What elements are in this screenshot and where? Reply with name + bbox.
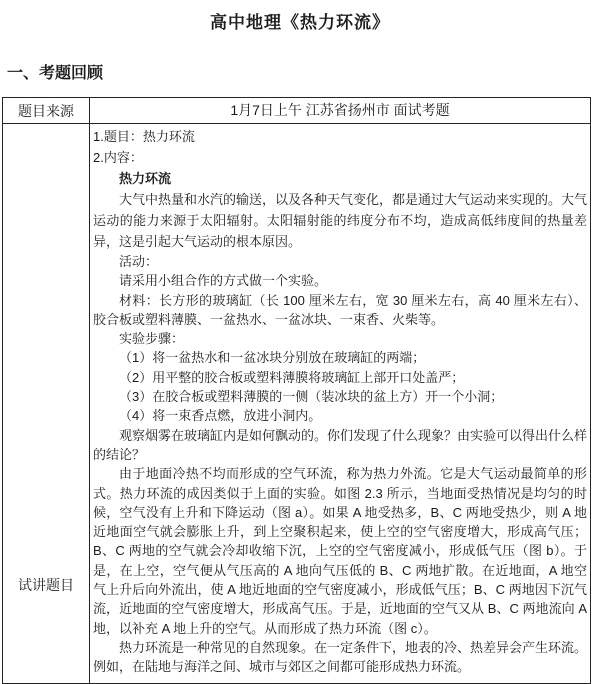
experiment-step-3: （3）在胶合板或塑料薄膜的一侧（装冰块的盆上方）开一个小洞； (119, 389, 504, 405)
conclusion-paragraph: 热力环流是一种常见的自然现象。在一定条件下，地表的冷、热差异会产生环流。例如，在陆地与海洋之间、城市与郊区之间都可能形成热力环流。 (93, 639, 588, 675)
activity-label: 活动： (119, 254, 159, 269)
activity-text: 请采用小组合作的方式做一个实验。 (119, 273, 328, 289)
source-value-cell: 1月7日上午 江苏省扬州市 面试考题 (90, 98, 591, 124)
section-heading: 一、考题回顾 (7, 65, 104, 82)
materials-paragraph: 材料：长方形的玻璃缸（长 100 厘米左右，宽 30 厘米左右，高 40 厘米左右）、胶合板或塑料薄膜、一盆热水、一盆冰块、一束香、火柴等。 (93, 292, 587, 327)
steps-label: 实验步骤： (119, 331, 185, 347)
source-row (3, 98, 591, 124)
question-table (2, 97, 591, 684)
source-label-cell: 题目来源 (3, 98, 90, 124)
explanation-paragraph: 由于地面冷热不均而形成的空气环流，称为热力外流。它是大气运动最简单的形式。热力环流的成因类似于上面的实验。如图 2.3 所示，当地面受热情况是均匀的时候，空气没有上升和下降运动（图 a）。如果 A 地受热多，B、C 两地受热少，则 A 地近地面空气就会膨胀上升，到上空聚积起来，使上空的空气密度增大，形成高气压；B、C 两地的空气就会冷却收缩下沉，上空的空气密度减小，形成低气压（图 b）。于是，在上空，空气便从气压高的 A 地向气压低的 B、C 两地扩散。在近地面，A 地空气上升后向外流出，使 A 地近地面的空气密度减小，形成低气压；B、C 两地因下沉气流，近地面的空气密度增大，形成高气压。于是，近地面的空气又从 B、C 两地流向 A 地，以补充 A 地上升的空气。从而形成了热力环流（图 c）。 (93, 466, 587, 636)
experiment-step-2: （2）用平整的胶合板或塑料薄膜将玻璃缸上部开口处盖严； (119, 369, 465, 385)
observation-paragraph: 观察烟雾在玻璃缸内是如何飘动的。你们发现了什么现象？由实验可以得出什么样的结论？ (93, 427, 588, 462)
document-title: 高中地理《热力环流》 (210, 13, 390, 32)
question-label: 试讲题目 (18, 577, 74, 594)
passage-title: 热力环流 (119, 171, 172, 186)
question-item-content: 2.内容： (93, 150, 143, 165)
question-row (3, 124, 591, 684)
experiment-step-4: （4）将一束香点燃，放进小洞内。 (119, 408, 322, 424)
question-content-cell (90, 124, 591, 684)
question-label-cell (3, 124, 90, 684)
question-item-title: 1.题目：热力环流 (93, 129, 195, 144)
experiment-step-1: （1）将一盆热水和一盆冰块分别放在玻璃缸的两端； (119, 350, 426, 366)
passage-intro-paragraph: 大气中热量和水汽的输送，以及各种天气变化，都是通过大气运动来实现的。大气运动的能力来源于太阳辐射。太阳辐射能的纬度分布不均，造成高低纬度间的热量差异，这是引起大气运动的根本原因。 (93, 192, 588, 249)
